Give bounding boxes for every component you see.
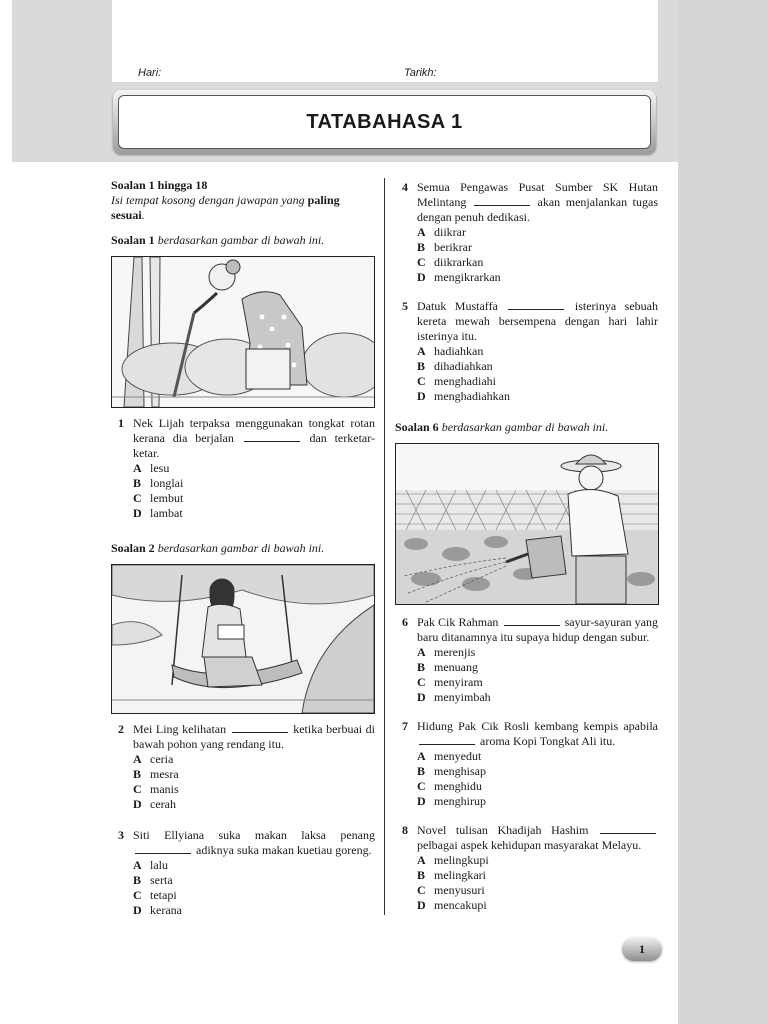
answer-blank[interactable] (135, 844, 191, 854)
option-b[interactable]: B mesra (133, 767, 179, 781)
column-divider (384, 178, 385, 915)
question-8: 8 Novel tulisan Khadijah Hashim pelbagai aspek kehidupan masyarakat Melayu. A melingkupi B melingkari C menyusuri D mencakupi (395, 823, 658, 913)
answer-blank[interactable] (232, 723, 288, 733)
option-a[interactable]: A lesu (133, 461, 170, 475)
option-b[interactable]: B berikrar (417, 240, 472, 254)
option-c[interactable]: C menyusuri (417, 883, 485, 897)
option-b[interactable]: B dihadiahkan (417, 359, 493, 373)
answer-blank[interactable] (600, 824, 656, 834)
answer-blank[interactable] (504, 616, 560, 626)
answer-blank[interactable] (508, 300, 564, 310)
option-c[interactable]: C tetapi (133, 888, 177, 902)
date-label: Tarikh: (404, 67, 437, 79)
answer-blank[interactable] (419, 735, 475, 745)
option-b[interactable]: B serta (133, 873, 173, 887)
options-list (133, 752, 375, 812)
option-d[interactable]: D kerana (133, 903, 182, 917)
question-3: 3 Siti Ellyiana suka makan laksa penang adiknya suka makan kuetiau goreng. A lalu B serta C tetapi D kerana (118, 828, 375, 917)
option-d[interactable]: D menyimbah (417, 690, 491, 704)
option-b[interactable]: B menghisap (417, 764, 486, 778)
day-label: Hari: (138, 67, 162, 79)
option-c[interactable]: C menghadiahi (417, 374, 496, 388)
question-5: 5 Datuk Mustaffa isterinya sebuah kereta mewah bersempena dengan hari lahir isterinya itu. A hadiahkan B dihadiahkan C menghadiahi D menghadiahkan (402, 299, 658, 403)
page-number: 1 (639, 941, 645, 956)
option-d[interactable]: D menghirup (417, 794, 486, 808)
instructions-text: Isi tempat kosong dengan jawapan yang paling sesuai. (111, 193, 340, 222)
question-7: 7 Hidung Pak Cik Rosli kembang kempis apabila aroma Kopi Tongkat Ali itu. A menyedut B menghisap C menghidu D menghirup (402, 719, 658, 808)
option-a[interactable]: A diikrar (417, 225, 466, 239)
option-c[interactable]: C menyiram (417, 675, 483, 689)
question-2: 2 Mei Ling kelihatan ketika berbuai di bawah pohon yang rendang itu. A ceria B mesra C manis D cerah (118, 722, 375, 811)
option-d[interactable]: D cerah (133, 797, 176, 811)
option-c[interactable]: C manis (133, 782, 179, 796)
option-d[interactable]: D menghadiahkan (417, 389, 510, 403)
option-a[interactable]: A merenjis (417, 645, 476, 659)
left-column (111, 178, 375, 918)
option-c[interactable]: C diikrarkan (417, 255, 484, 269)
question-6: 6 Pak Cik Rahman sayur-sayuran yang baru ditanamnya itu supaya hidup dengan subur. A merenjis B menuang C menyiram D menyimbah (402, 615, 659, 704)
question-1-lead: Soalan 1 berdasarkan gambar di bawah ini. (111, 233, 325, 247)
option-a[interactable]: A ceria (133, 752, 174, 766)
option-a[interactable]: A hadiahkan (417, 344, 484, 358)
options-list (417, 344, 658, 404)
options-list (133, 858, 375, 918)
option-c[interactable]: C menghidu (417, 779, 482, 793)
page-number-badge (622, 937, 662, 961)
option-b[interactable]: B melingkari (417, 868, 486, 882)
question-4: 4 Semua Pengawas Pusat Sumber SK Hutan Melintang akan menjalankan tugas dengan penuh dedikasi. A diikrar B berikrar C diikrarkan D mengikrarkan (402, 180, 658, 284)
right-column (395, 180, 658, 913)
options-list (417, 749, 658, 809)
options-list (133, 461, 375, 521)
page-title: TATABAHASA 1 (306, 110, 463, 133)
question-2-lead: Soalan 2 berdasarkan gambar di bawah ini. (111, 541, 325, 555)
answer-blank[interactable] (244, 432, 300, 442)
option-a[interactable]: A melingkupi (417, 853, 489, 867)
option-d[interactable]: D lambat (133, 506, 183, 520)
answer-blank[interactable] (474, 196, 530, 206)
options-list (417, 225, 658, 285)
picture-man-watering-vegetables (395, 443, 659, 605)
question-1: 1 Nek Lijah terpaksa menggunakan tongkat rotan kerana dia berjalan dan terketar-ketar. A lesu B longlai C lembut D lambat (118, 416, 375, 520)
option-d[interactable]: D mengikrarkan (417, 270, 501, 284)
title-banner (113, 90, 656, 154)
picture-old-woman-with-cane (111, 256, 375, 408)
page-margin-right (678, 0, 768, 1024)
picture-girl-on-swing (111, 564, 375, 714)
option-c[interactable]: C lembut (133, 491, 184, 505)
options-list (417, 645, 658, 705)
instructions-range: Soalan 1 hingga 18 (111, 178, 208, 192)
option-a[interactable]: A lalu (133, 858, 168, 872)
option-d[interactable]: D mencakupi (417, 898, 487, 912)
option-a[interactable]: A menyedut (417, 749, 482, 763)
options-list (417, 853, 658, 913)
option-b[interactable]: B menuang (417, 660, 478, 674)
option-b[interactable]: B longlai (133, 476, 184, 490)
header-top-strip (112, 0, 658, 82)
question-6-lead: Soalan 6 berdasarkan gambar di bawah ini. (395, 420, 609, 434)
